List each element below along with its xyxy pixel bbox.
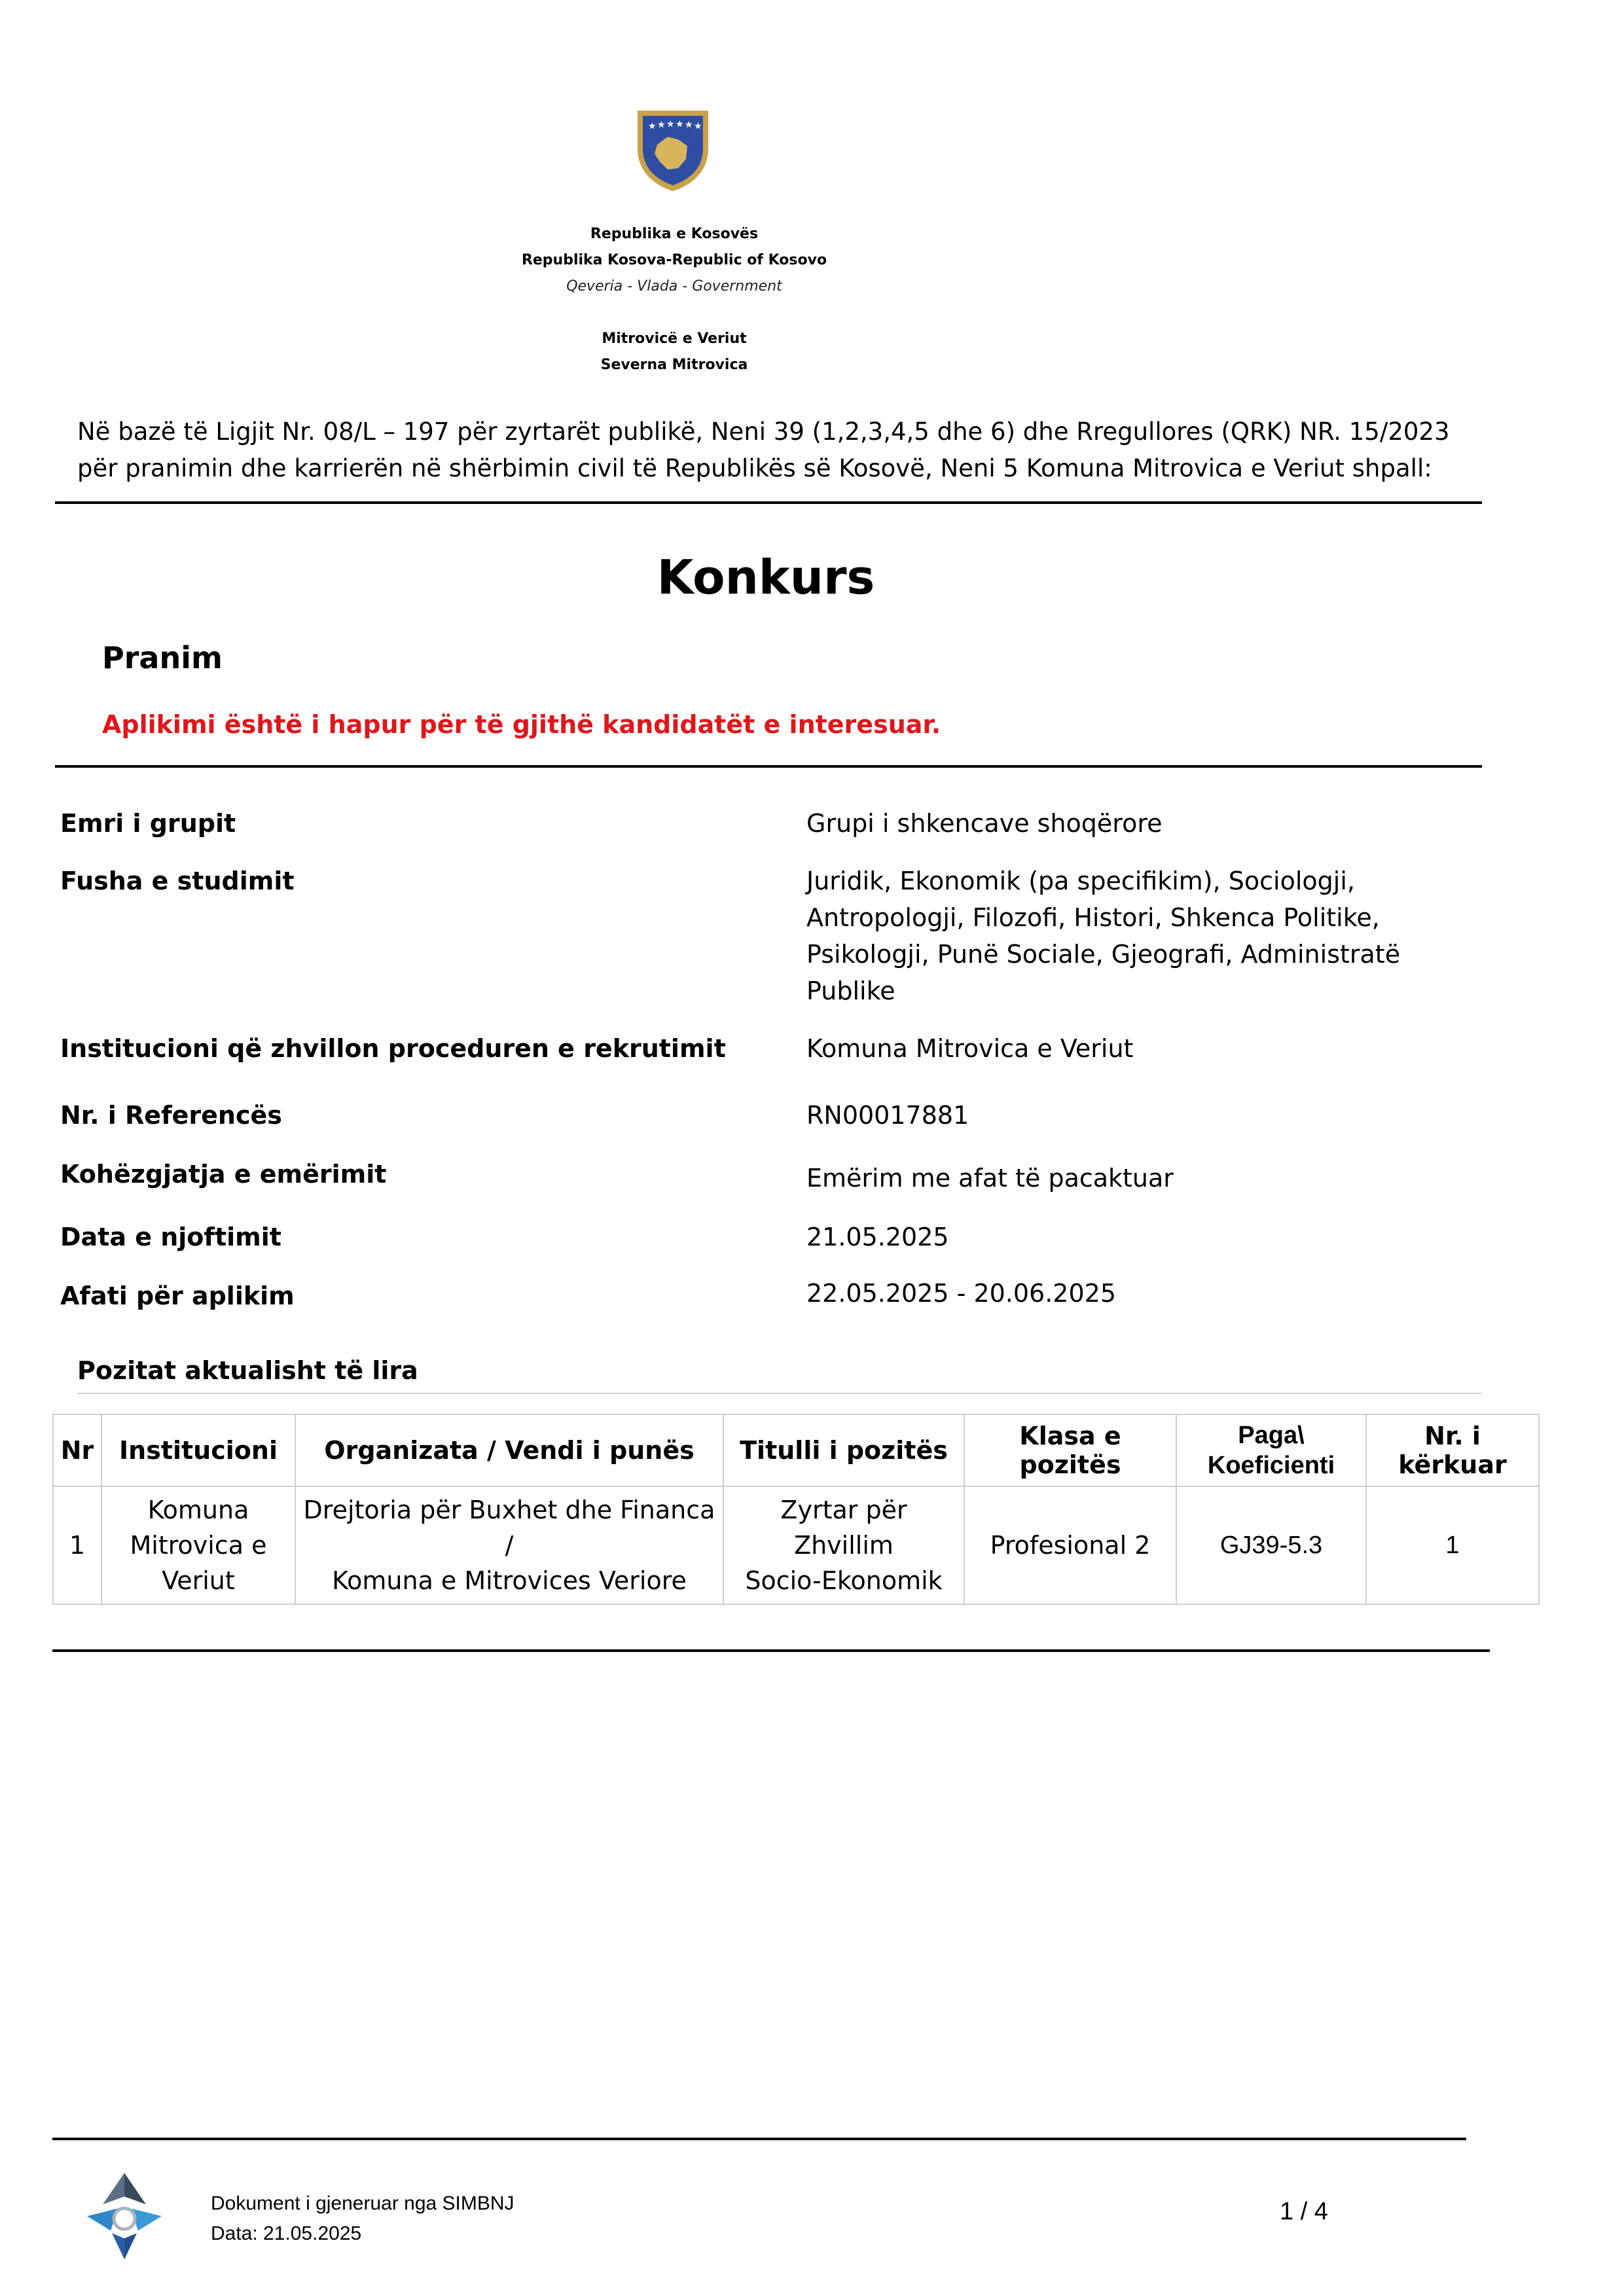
table-row bbox=[53, 1486, 1539, 1604]
detail-value-reference: RN00017881 bbox=[806, 1101, 969, 1130]
footer-divider bbox=[52, 2138, 1466, 2140]
divider bbox=[55, 501, 1482, 504]
intro-line-1: Në bazë të Ligjit Nr. 08/L – 197 për zyrtarët publikë, Neni 39 (1,2,3,4,5 dhe 6) dhe Rregullores (QRK) NR. 15/2023 bbox=[77, 418, 1450, 446]
svg-text:★: ★ bbox=[676, 119, 684, 130]
cell-institution bbox=[101, 1486, 295, 1604]
kosovo-coat-of-arms-icon bbox=[635, 108, 711, 193]
cell-institution-line: Mitrovica e bbox=[130, 1531, 267, 1560]
col-title: Titulli i pozitës bbox=[723, 1414, 964, 1486]
page-title: Konkurs bbox=[657, 550, 875, 605]
col-institution: Institucioni bbox=[101, 1414, 295, 1486]
detail-label-duration: Kohëzgjatja e emërimit bbox=[60, 1160, 387, 1189]
col-salary bbox=[1176, 1414, 1366, 1486]
cell-salary: GJ39-5.3 bbox=[1176, 1486, 1366, 1604]
svg-text:★: ★ bbox=[657, 120, 666, 130]
cell-required: 1 bbox=[1366, 1486, 1539, 1604]
cell-title-line: Zyrtar për Zhvillim bbox=[780, 1496, 907, 1560]
cell-organization-line: Drejtoria për Buxhet dhe Financa / bbox=[303, 1496, 715, 1560]
cell-nr: 1 bbox=[53, 1486, 101, 1604]
detail-label-institution: Institucioni që zhvillon proceduren e rekrutimit bbox=[60, 1034, 726, 1063]
cell-institution-line: Veriut bbox=[162, 1566, 235, 1595]
positions-table bbox=[52, 1414, 1540, 1605]
cell-title-line: Socio-Ekonomik bbox=[745, 1566, 943, 1595]
footer-date: Data: 21.05.2025 bbox=[211, 2223, 362, 2244]
intro-paragraph bbox=[77, 414, 1485, 487]
detail-label-field: Fusha e studimit bbox=[60, 867, 295, 895]
header-government: Qeveria - Vlada - Government bbox=[566, 278, 782, 295]
section-subtitle: Pranim bbox=[102, 640, 223, 675]
footer-generated: Dokument i gjeneruar nga SIMBNJ bbox=[211, 2193, 514, 2214]
detail-value-duration: Emërim me afat të pacaktuar bbox=[806, 1164, 1174, 1193]
simbnj-logo-icon bbox=[82, 2170, 167, 2262]
divider bbox=[52, 1649, 1490, 1652]
header-municipality-sq: Mitrovicë e Veriut bbox=[602, 331, 747, 347]
col-nr: Nr bbox=[53, 1414, 101, 1486]
detail-value-notice-date: 21.05.2025 bbox=[806, 1223, 949, 1251]
detail-value-deadline: 22.05.2025 - 20.06.2025 bbox=[806, 1279, 1117, 1308]
col-organization: Organizata / Vendi i punës bbox=[295, 1414, 723, 1486]
col-required: Nr. i kërkuar bbox=[1366, 1414, 1539, 1486]
col-class: Klasa e pozitës bbox=[964, 1414, 1176, 1486]
col-salary-line-2: Koeficienti bbox=[1207, 1452, 1335, 1479]
positions-heading: Pozitat aktualisht të lira bbox=[77, 1356, 418, 1385]
svg-text:★: ★ bbox=[666, 119, 675, 130]
cell-organization-line: Komuna e Mitrovices Veriore bbox=[332, 1566, 687, 1595]
cell-title bbox=[723, 1486, 964, 1604]
detail-label-deadline: Afati për aplikim bbox=[60, 1282, 295, 1310]
table-header-row bbox=[53, 1414, 1539, 1486]
detail-label-group: Emri i grupit bbox=[60, 809, 236, 838]
application-notice: Aplikimi është i hapur për të gjithë kandidatët e interesuar. bbox=[102, 710, 941, 739]
positions-underline bbox=[77, 1393, 1482, 1394]
detail-label-notice-date: Data e njoftimit bbox=[60, 1223, 281, 1251]
svg-text:★: ★ bbox=[685, 120, 693, 130]
detail-value-field: Juridik, Ekonomik (pa specifikim), Sociologji, Antropologji, Filozofi, Histori, Shkenca Politike, Psikologji, Punë Sociale, Gjeografi, Administratë Publike bbox=[806, 867, 1401, 1005]
cell-class: Profesional 2 bbox=[964, 1486, 1176, 1604]
detail-label-reference: Nr. i Referencës bbox=[60, 1101, 282, 1130]
intro-line-2: për pranimin dhe karrierën në shërbimin civil të Republikës së Kosovë, Neni 5 Komuna Mitrovica e Veriut shpall: bbox=[77, 454, 1432, 482]
col-salary-line-1: Paga\ bbox=[1238, 1422, 1305, 1449]
page-indicator: 1 / 4 bbox=[1280, 2198, 1328, 2225]
header-republic-multi: Republika Kosova-Republic of Kosovo bbox=[521, 252, 827, 268]
header-municipality-sr: Severna Mitrovica bbox=[600, 357, 748, 373]
cell-institution-line: Komuna bbox=[147, 1496, 249, 1524]
svg-text:★: ★ bbox=[648, 121, 657, 132]
divider bbox=[55, 765, 1482, 768]
cell-organization bbox=[295, 1486, 723, 1604]
detail-value-group: Grupi i shkencave shoqërore bbox=[806, 809, 1163, 838]
detail-value-institution: Komuna Mitrovica e Veriut bbox=[806, 1034, 1134, 1063]
header-republic-sq: Republika e Kosovës bbox=[590, 226, 759, 242]
svg-text:★: ★ bbox=[694, 121, 702, 132]
